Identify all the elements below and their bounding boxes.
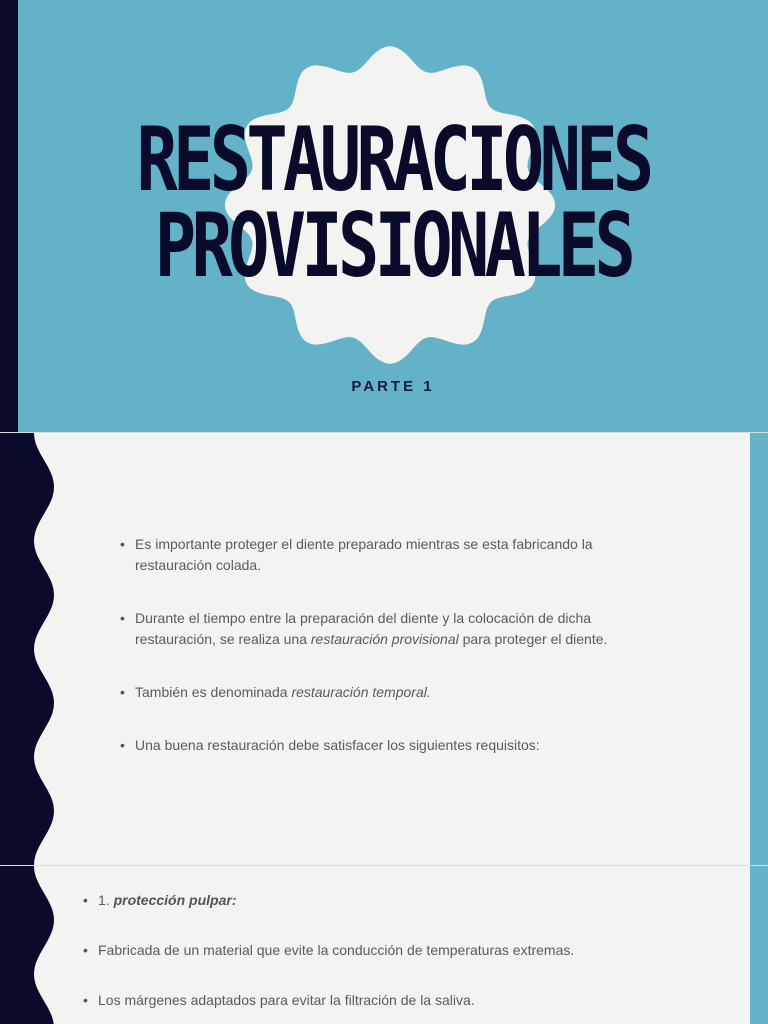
bullet-number: 1. xyxy=(98,892,114,908)
right-accent-bar xyxy=(750,433,768,865)
bullet-item xyxy=(135,608,635,650)
bullet-text: Los márgenes adaptados para evitar la filtración de la saliva. xyxy=(98,992,475,1008)
bullet-emphasis: protección pulpar: xyxy=(113,892,237,908)
title-line-1: RESTAURACIONES xyxy=(136,108,650,211)
bullet-item xyxy=(98,990,698,1011)
left-accent-bar xyxy=(0,0,18,432)
wave-border xyxy=(0,866,60,1024)
content-slide-2 xyxy=(0,866,768,1024)
title-slide xyxy=(0,0,768,432)
bullet-text: Una buena restauración debe satisfacer los siguientes requisitos: xyxy=(135,737,540,753)
bullet-item xyxy=(135,735,635,756)
bullet-text: Durante el tiempo entre la preparación del diente y la colocación de dicha restauración, se realiza una xyxy=(135,610,592,647)
subtitle: PARTE 1 xyxy=(351,378,435,395)
title-line-2: PROVISIONALES xyxy=(154,194,632,297)
bullet-text: para proteger el diente. xyxy=(458,631,608,647)
bullet-list xyxy=(135,534,635,788)
bullet-text: Es importante proteger el diente preparado mientras se esta fabricando la restauración colada. xyxy=(135,536,593,573)
bullet-emphasis: restauración provisional xyxy=(310,631,459,647)
bullet-text: También es denominada xyxy=(135,684,292,700)
right-accent-bar xyxy=(750,866,768,1024)
content-slide-1 xyxy=(0,433,768,865)
bullet-item xyxy=(135,534,635,576)
bullet-emphasis: restauración temporal. xyxy=(291,684,431,700)
bullet-text: Fabricada de un material que evite la conducción de temperaturas extremas. xyxy=(98,942,575,958)
bullet-list xyxy=(98,890,698,1024)
bullet-item xyxy=(135,682,635,703)
bullet-item xyxy=(98,940,698,961)
bullet-item xyxy=(98,890,698,911)
wave-border xyxy=(0,433,60,865)
